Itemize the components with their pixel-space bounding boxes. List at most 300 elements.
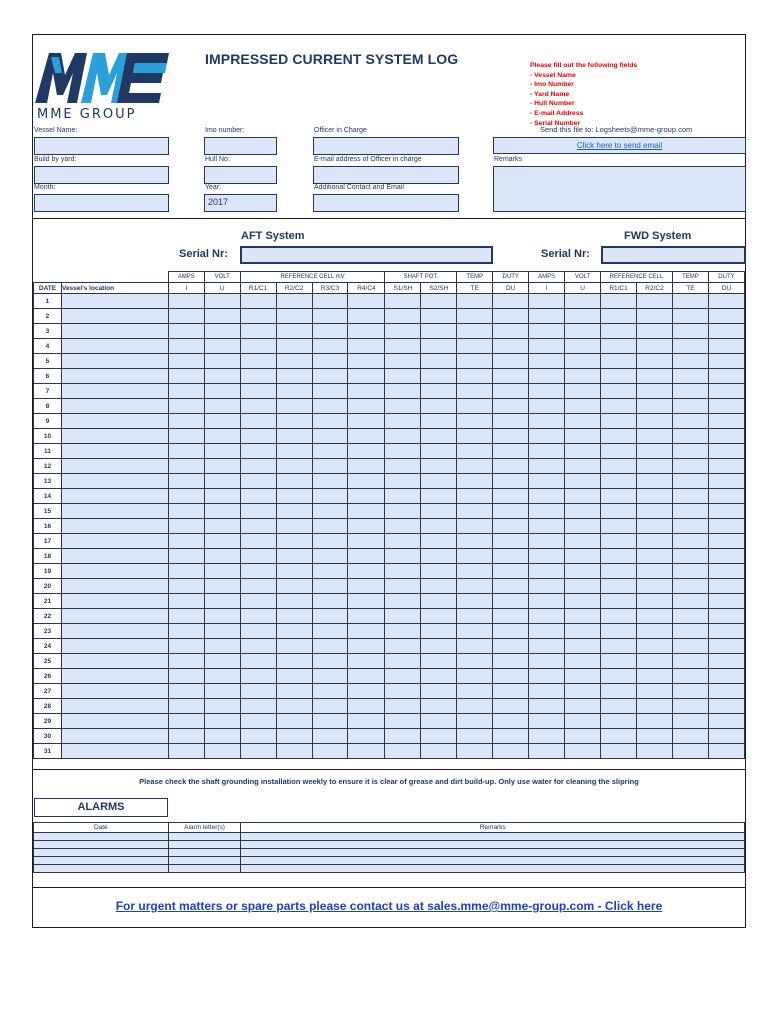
reading-cell[interactable] <box>421 729 457 744</box>
reading-cell[interactable] <box>637 339 673 354</box>
reading-cell[interactable] <box>601 729 637 744</box>
location-cell[interactable] <box>61 474 168 489</box>
reading-cell[interactable] <box>385 579 421 594</box>
reading-cell[interactable] <box>708 504 744 519</box>
location-cell[interactable] <box>61 729 168 744</box>
reading-cell[interactable] <box>385 534 421 549</box>
reading-cell[interactable] <box>348 564 385 579</box>
reading-cell[interactable] <box>565 549 601 564</box>
reading-cell[interactable] <box>457 414 493 429</box>
reading-cell[interactable] <box>529 399 565 414</box>
reading-cell[interactable] <box>565 429 601 444</box>
reading-cell[interactable] <box>493 459 529 474</box>
reading-cell[interactable] <box>421 699 457 714</box>
reading-cell[interactable] <box>457 579 493 594</box>
reading-cell[interactable] <box>637 444 673 459</box>
location-cell[interactable] <box>61 309 168 324</box>
reading-cell[interactable] <box>204 609 240 624</box>
reading-cell[interactable] <box>421 339 457 354</box>
reading-cell[interactable] <box>204 399 240 414</box>
reading-cell[interactable] <box>385 429 421 444</box>
reading-cell[interactable] <box>637 714 673 729</box>
aft-serial-field[interactable] <box>240 246 493 264</box>
reading-cell[interactable] <box>421 624 457 639</box>
reading-cell[interactable] <box>204 429 240 444</box>
reading-cell[interactable] <box>708 444 744 459</box>
reading-cell[interactable] <box>672 624 708 639</box>
reading-cell[interactable] <box>312 684 348 699</box>
reading-cell[interactable] <box>276 354 312 369</box>
reading-cell[interactable] <box>276 729 312 744</box>
reading-cell[interactable] <box>385 519 421 534</box>
reading-cell[interactable] <box>601 339 637 354</box>
reading-cell[interactable] <box>348 414 385 429</box>
reading-cell[interactable] <box>385 294 421 309</box>
reading-cell[interactable] <box>493 744 529 759</box>
reading-cell[interactable] <box>529 579 565 594</box>
reading-cell[interactable] <box>385 624 421 639</box>
reading-cell[interactable] <box>708 414 744 429</box>
alarm-letter-cell[interactable] <box>168 841 241 849</box>
reading-cell[interactable] <box>168 309 204 324</box>
reading-cell[interactable] <box>565 339 601 354</box>
reading-cell[interactable] <box>529 654 565 669</box>
reading-cell[interactable] <box>385 654 421 669</box>
reading-cell[interactable] <box>168 444 204 459</box>
reading-cell[interactable] <box>565 639 601 654</box>
reading-cell[interactable] <box>168 579 204 594</box>
reading-cell[interactable] <box>276 384 312 399</box>
reading-cell[interactable] <box>457 294 493 309</box>
reading-cell[interactable] <box>529 414 565 429</box>
reading-cell[interactable] <box>240 324 276 339</box>
alarm-remarks-cell[interactable] <box>241 841 745 849</box>
reading-cell[interactable] <box>601 309 637 324</box>
reading-cell[interactable] <box>493 579 529 594</box>
reading-cell[interactable] <box>493 594 529 609</box>
reading-cell[interactable] <box>385 609 421 624</box>
location-cell[interactable] <box>61 714 168 729</box>
reading-cell[interactable] <box>421 474 457 489</box>
reading-cell[interactable] <box>637 579 673 594</box>
reading-cell[interactable] <box>493 384 529 399</box>
reading-cell[interactable] <box>168 369 204 384</box>
reading-cell[interactable] <box>529 714 565 729</box>
reading-cell[interactable] <box>672 594 708 609</box>
reading-cell[interactable] <box>637 399 673 414</box>
reading-cell[interactable] <box>601 399 637 414</box>
reading-cell[interactable] <box>529 294 565 309</box>
reading-cell[interactable] <box>708 519 744 534</box>
location-cell[interactable] <box>61 429 168 444</box>
reading-cell[interactable] <box>204 384 240 399</box>
reading-cell[interactable] <box>565 489 601 504</box>
reading-cell[interactable] <box>168 534 204 549</box>
reading-cell[interactable] <box>601 564 637 579</box>
reading-cell[interactable] <box>493 429 529 444</box>
month-field[interactable] <box>34 194 169 212</box>
reading-cell[interactable] <box>457 369 493 384</box>
location-cell[interactable] <box>61 699 168 714</box>
reading-cell[interactable] <box>529 309 565 324</box>
reading-cell[interactable] <box>385 354 421 369</box>
build-yard-field[interactable] <box>34 166 169 184</box>
reading-cell[interactable] <box>204 594 240 609</box>
reading-cell[interactable] <box>312 369 348 384</box>
reading-cell[interactable] <box>276 714 312 729</box>
reading-cell[interactable] <box>672 414 708 429</box>
reading-cell[interactable] <box>708 579 744 594</box>
location-cell[interactable] <box>61 519 168 534</box>
reading-cell[interactable] <box>529 339 565 354</box>
reading-cell[interactable] <box>240 474 276 489</box>
reading-cell[interactable] <box>168 639 204 654</box>
reading-cell[interactable] <box>204 564 240 579</box>
reading-cell[interactable] <box>637 549 673 564</box>
reading-cell[interactable] <box>457 519 493 534</box>
reading-cell[interactable] <box>312 414 348 429</box>
reading-cell[interactable] <box>672 564 708 579</box>
reading-cell[interactable] <box>421 564 457 579</box>
reading-cell[interactable] <box>457 489 493 504</box>
reading-cell[interactable] <box>529 519 565 534</box>
reading-cell[interactable] <box>529 594 565 609</box>
reading-cell[interactable] <box>348 384 385 399</box>
reading-cell[interactable] <box>204 729 240 744</box>
reading-cell[interactable] <box>601 444 637 459</box>
location-cell[interactable] <box>61 504 168 519</box>
reading-cell[interactable] <box>565 384 601 399</box>
reading-cell[interactable] <box>276 414 312 429</box>
alarm-remarks-cell[interactable] <box>241 833 745 841</box>
reading-cell[interactable] <box>240 579 276 594</box>
reading-cell[interactable] <box>348 474 385 489</box>
reading-cell[interactable] <box>276 324 312 339</box>
reading-cell[interactable] <box>529 669 565 684</box>
reading-cell[interactable] <box>312 579 348 594</box>
reading-cell[interactable] <box>708 369 744 384</box>
reading-cell[interactable] <box>529 384 565 399</box>
reading-cell[interactable] <box>529 369 565 384</box>
reading-cell[interactable] <box>421 519 457 534</box>
reading-cell[interactable] <box>672 429 708 444</box>
reading-cell[interactable] <box>457 474 493 489</box>
reading-cell[interactable] <box>421 369 457 384</box>
reading-cell[interactable] <box>565 744 601 759</box>
reading-cell[interactable] <box>204 534 240 549</box>
reading-cell[interactable] <box>240 684 276 699</box>
reading-cell[interactable] <box>168 684 204 699</box>
reading-cell[interactable] <box>204 669 240 684</box>
reading-cell[interactable] <box>601 534 637 549</box>
reading-cell[interactable] <box>385 309 421 324</box>
location-cell[interactable] <box>61 564 168 579</box>
reading-cell[interactable] <box>385 399 421 414</box>
reading-cell[interactable] <box>168 669 204 684</box>
reading-cell[interactable] <box>276 519 312 534</box>
reading-cell[interactable] <box>204 339 240 354</box>
reading-cell[interactable] <box>421 459 457 474</box>
reading-cell[interactable] <box>672 339 708 354</box>
reading-cell[interactable] <box>348 519 385 534</box>
reading-cell[interactable] <box>493 534 529 549</box>
officer-email-field[interactable] <box>313 166 459 184</box>
reading-cell[interactable] <box>312 399 348 414</box>
reading-cell[interactable] <box>348 339 385 354</box>
reading-cell[interactable] <box>601 474 637 489</box>
reading-cell[interactable] <box>672 489 708 504</box>
reading-cell[interactable] <box>385 684 421 699</box>
location-cell[interactable] <box>61 669 168 684</box>
reading-cell[interactable] <box>421 399 457 414</box>
reading-cell[interactable] <box>168 594 204 609</box>
location-cell[interactable] <box>61 294 168 309</box>
reading-cell[interactable] <box>421 309 457 324</box>
reading-cell[interactable] <box>276 459 312 474</box>
reading-cell[interactable] <box>708 639 744 654</box>
reading-cell[interactable] <box>240 429 276 444</box>
reading-cell[interactable] <box>493 324 529 339</box>
reading-cell[interactable] <box>168 519 204 534</box>
reading-cell[interactable] <box>276 639 312 654</box>
reading-cell[interactable] <box>385 384 421 399</box>
location-cell[interactable] <box>61 444 168 459</box>
reading-cell[interactable] <box>276 429 312 444</box>
reading-cell[interactable] <box>312 444 348 459</box>
reading-cell[interactable] <box>385 414 421 429</box>
fwd-serial-field[interactable] <box>601 246 746 264</box>
reading-cell[interactable] <box>637 564 673 579</box>
reading-cell[interactable] <box>565 729 601 744</box>
alarm-date-cell[interactable] <box>34 849 169 857</box>
reading-cell[interactable] <box>708 399 744 414</box>
reading-cell[interactable] <box>385 744 421 759</box>
reading-cell[interactable] <box>601 684 637 699</box>
reading-cell[interactable] <box>601 519 637 534</box>
reading-cell[interactable] <box>385 639 421 654</box>
vessel-name-field[interactable] <box>34 137 169 155</box>
reading-cell[interactable] <box>637 534 673 549</box>
reading-cell[interactable] <box>204 639 240 654</box>
reading-cell[interactable] <box>168 429 204 444</box>
reading-cell[interactable] <box>312 354 348 369</box>
reading-cell[interactable] <box>457 429 493 444</box>
location-cell[interactable] <box>61 384 168 399</box>
reading-cell[interactable] <box>457 699 493 714</box>
reading-cell[interactable] <box>565 684 601 699</box>
reading-cell[interactable] <box>529 549 565 564</box>
reading-cell[interactable] <box>565 414 601 429</box>
reading-cell[interactable] <box>529 639 565 654</box>
reading-cell[interactable] <box>672 549 708 564</box>
reading-cell[interactable] <box>240 564 276 579</box>
reading-cell[interactable] <box>385 474 421 489</box>
reading-cell[interactable] <box>457 399 493 414</box>
reading-cell[interactable] <box>601 669 637 684</box>
reading-cell[interactable] <box>312 534 348 549</box>
reading-cell[interactable] <box>601 489 637 504</box>
reading-cell[interactable] <box>493 549 529 564</box>
reading-cell[interactable] <box>240 294 276 309</box>
reading-cell[interactable] <box>385 549 421 564</box>
reading-cell[interactable] <box>276 369 312 384</box>
location-cell[interactable] <box>61 489 168 504</box>
reading-cell[interactable] <box>529 564 565 579</box>
reading-cell[interactable] <box>601 609 637 624</box>
reading-cell[interactable] <box>348 684 385 699</box>
reading-cell[interactable] <box>637 324 673 339</box>
reading-cell[interactable] <box>421 654 457 669</box>
reading-cell[interactable] <box>565 459 601 474</box>
reading-cell[interactable] <box>421 639 457 654</box>
reading-cell[interactable] <box>204 369 240 384</box>
reading-cell[interactable] <box>204 714 240 729</box>
reading-cell[interactable] <box>457 669 493 684</box>
reading-cell[interactable] <box>204 684 240 699</box>
reading-cell[interactable] <box>457 744 493 759</box>
reading-cell[interactable] <box>348 744 385 759</box>
reading-cell[interactable] <box>457 684 493 699</box>
reading-cell[interactable] <box>168 609 204 624</box>
reading-cell[interactable] <box>457 324 493 339</box>
reading-cell[interactable] <box>421 609 457 624</box>
reading-cell[interactable] <box>708 699 744 714</box>
reading-cell[interactable] <box>637 294 673 309</box>
reading-cell[interactable] <box>601 744 637 759</box>
reading-cell[interactable] <box>276 699 312 714</box>
reading-cell[interactable] <box>601 549 637 564</box>
reading-cell[interactable] <box>672 354 708 369</box>
location-cell[interactable] <box>61 369 168 384</box>
reading-cell[interactable] <box>421 324 457 339</box>
year-field[interactable]: 2017 <box>204 194 277 212</box>
location-cell[interactable] <box>61 639 168 654</box>
location-cell[interactable] <box>61 654 168 669</box>
reading-cell[interactable] <box>565 564 601 579</box>
reading-cell[interactable] <box>276 669 312 684</box>
reading-cell[interactable] <box>601 414 637 429</box>
reading-cell[interactable] <box>708 564 744 579</box>
alarm-date-cell[interactable] <box>34 833 169 841</box>
reading-cell[interactable] <box>708 309 744 324</box>
reading-cell[interactable] <box>312 459 348 474</box>
reading-cell[interactable] <box>168 414 204 429</box>
reading-cell[interactable] <box>672 639 708 654</box>
reading-cell[interactable] <box>385 594 421 609</box>
reading-cell[interactable] <box>421 414 457 429</box>
reading-cell[interactable] <box>565 669 601 684</box>
reading-cell[interactable] <box>708 594 744 609</box>
reading-cell[interactable] <box>168 324 204 339</box>
alarm-remarks-cell[interactable] <box>241 857 745 865</box>
reading-cell[interactable] <box>708 324 744 339</box>
location-cell[interactable] <box>61 414 168 429</box>
reading-cell[interactable] <box>457 354 493 369</box>
reading-cell[interactable] <box>348 549 385 564</box>
reading-cell[interactable] <box>708 294 744 309</box>
reading-cell[interactable] <box>672 684 708 699</box>
location-cell[interactable] <box>61 534 168 549</box>
reading-cell[interactable] <box>565 399 601 414</box>
reading-cell[interactable] <box>240 339 276 354</box>
reading-cell[interactable] <box>565 309 601 324</box>
reading-cell[interactable] <box>637 354 673 369</box>
reading-cell[interactable] <box>312 744 348 759</box>
location-cell[interactable] <box>61 399 168 414</box>
reading-cell[interactable] <box>421 714 457 729</box>
reading-cell[interactable] <box>204 699 240 714</box>
reading-cell[interactable] <box>240 504 276 519</box>
reading-cell[interactable] <box>672 699 708 714</box>
reading-cell[interactable] <box>565 504 601 519</box>
reading-cell[interactable] <box>672 534 708 549</box>
reading-cell[interactable] <box>529 489 565 504</box>
reading-cell[interactable] <box>312 474 348 489</box>
reading-cell[interactable] <box>708 609 744 624</box>
reading-cell[interactable] <box>312 609 348 624</box>
reading-cell[interactable] <box>457 714 493 729</box>
reading-cell[interactable] <box>312 489 348 504</box>
reading-cell[interactable] <box>708 384 744 399</box>
hull-field[interactable] <box>204 166 277 184</box>
reading-cell[interactable] <box>457 594 493 609</box>
reading-cell[interactable] <box>493 639 529 654</box>
location-cell[interactable] <box>61 579 168 594</box>
reading-cell[interactable] <box>276 309 312 324</box>
location-cell[interactable] <box>61 549 168 564</box>
reading-cell[interactable] <box>385 489 421 504</box>
reading-cell[interactable] <box>529 504 565 519</box>
reading-cell[interactable] <box>168 714 204 729</box>
reading-cell[interactable] <box>240 459 276 474</box>
reading-cell[interactable] <box>276 489 312 504</box>
reading-cell[interactable] <box>312 294 348 309</box>
reading-cell[interactable] <box>348 399 385 414</box>
reading-cell[interactable] <box>385 444 421 459</box>
reading-cell[interactable] <box>565 324 601 339</box>
reading-cell[interactable] <box>348 624 385 639</box>
reading-cell[interactable] <box>601 624 637 639</box>
reading-cell[interactable] <box>276 579 312 594</box>
reading-cell[interactable] <box>168 654 204 669</box>
reading-cell[interactable] <box>348 324 385 339</box>
reading-cell[interactable] <box>708 654 744 669</box>
reading-cell[interactable] <box>565 294 601 309</box>
contact-field[interactable] <box>313 194 459 212</box>
reading-cell[interactable] <box>529 444 565 459</box>
reading-cell[interactable] <box>348 639 385 654</box>
urgent-contact-link[interactable]: For urgent matters or spare parts please contact us at sales.mme@mme-group.com - Click here <box>115 899 663 913</box>
reading-cell[interactable] <box>421 579 457 594</box>
reading-cell[interactable] <box>672 669 708 684</box>
reading-cell[interactable] <box>565 624 601 639</box>
reading-cell[interactable] <box>493 714 529 729</box>
reading-cell[interactable] <box>312 564 348 579</box>
reading-cell[interactable] <box>672 714 708 729</box>
reading-cell[interactable] <box>276 564 312 579</box>
reading-cell[interactable] <box>168 459 204 474</box>
reading-cell[interactable] <box>240 354 276 369</box>
reading-cell[interactable] <box>457 459 493 474</box>
reading-cell[interactable] <box>240 369 276 384</box>
reading-cell[interactable] <box>493 294 529 309</box>
reading-cell[interactable] <box>493 354 529 369</box>
reading-cell[interactable] <box>672 729 708 744</box>
reading-cell[interactable] <box>348 444 385 459</box>
reading-cell[interactable] <box>565 609 601 624</box>
alarm-date-cell[interactable] <box>34 857 169 865</box>
reading-cell[interactable] <box>708 624 744 639</box>
